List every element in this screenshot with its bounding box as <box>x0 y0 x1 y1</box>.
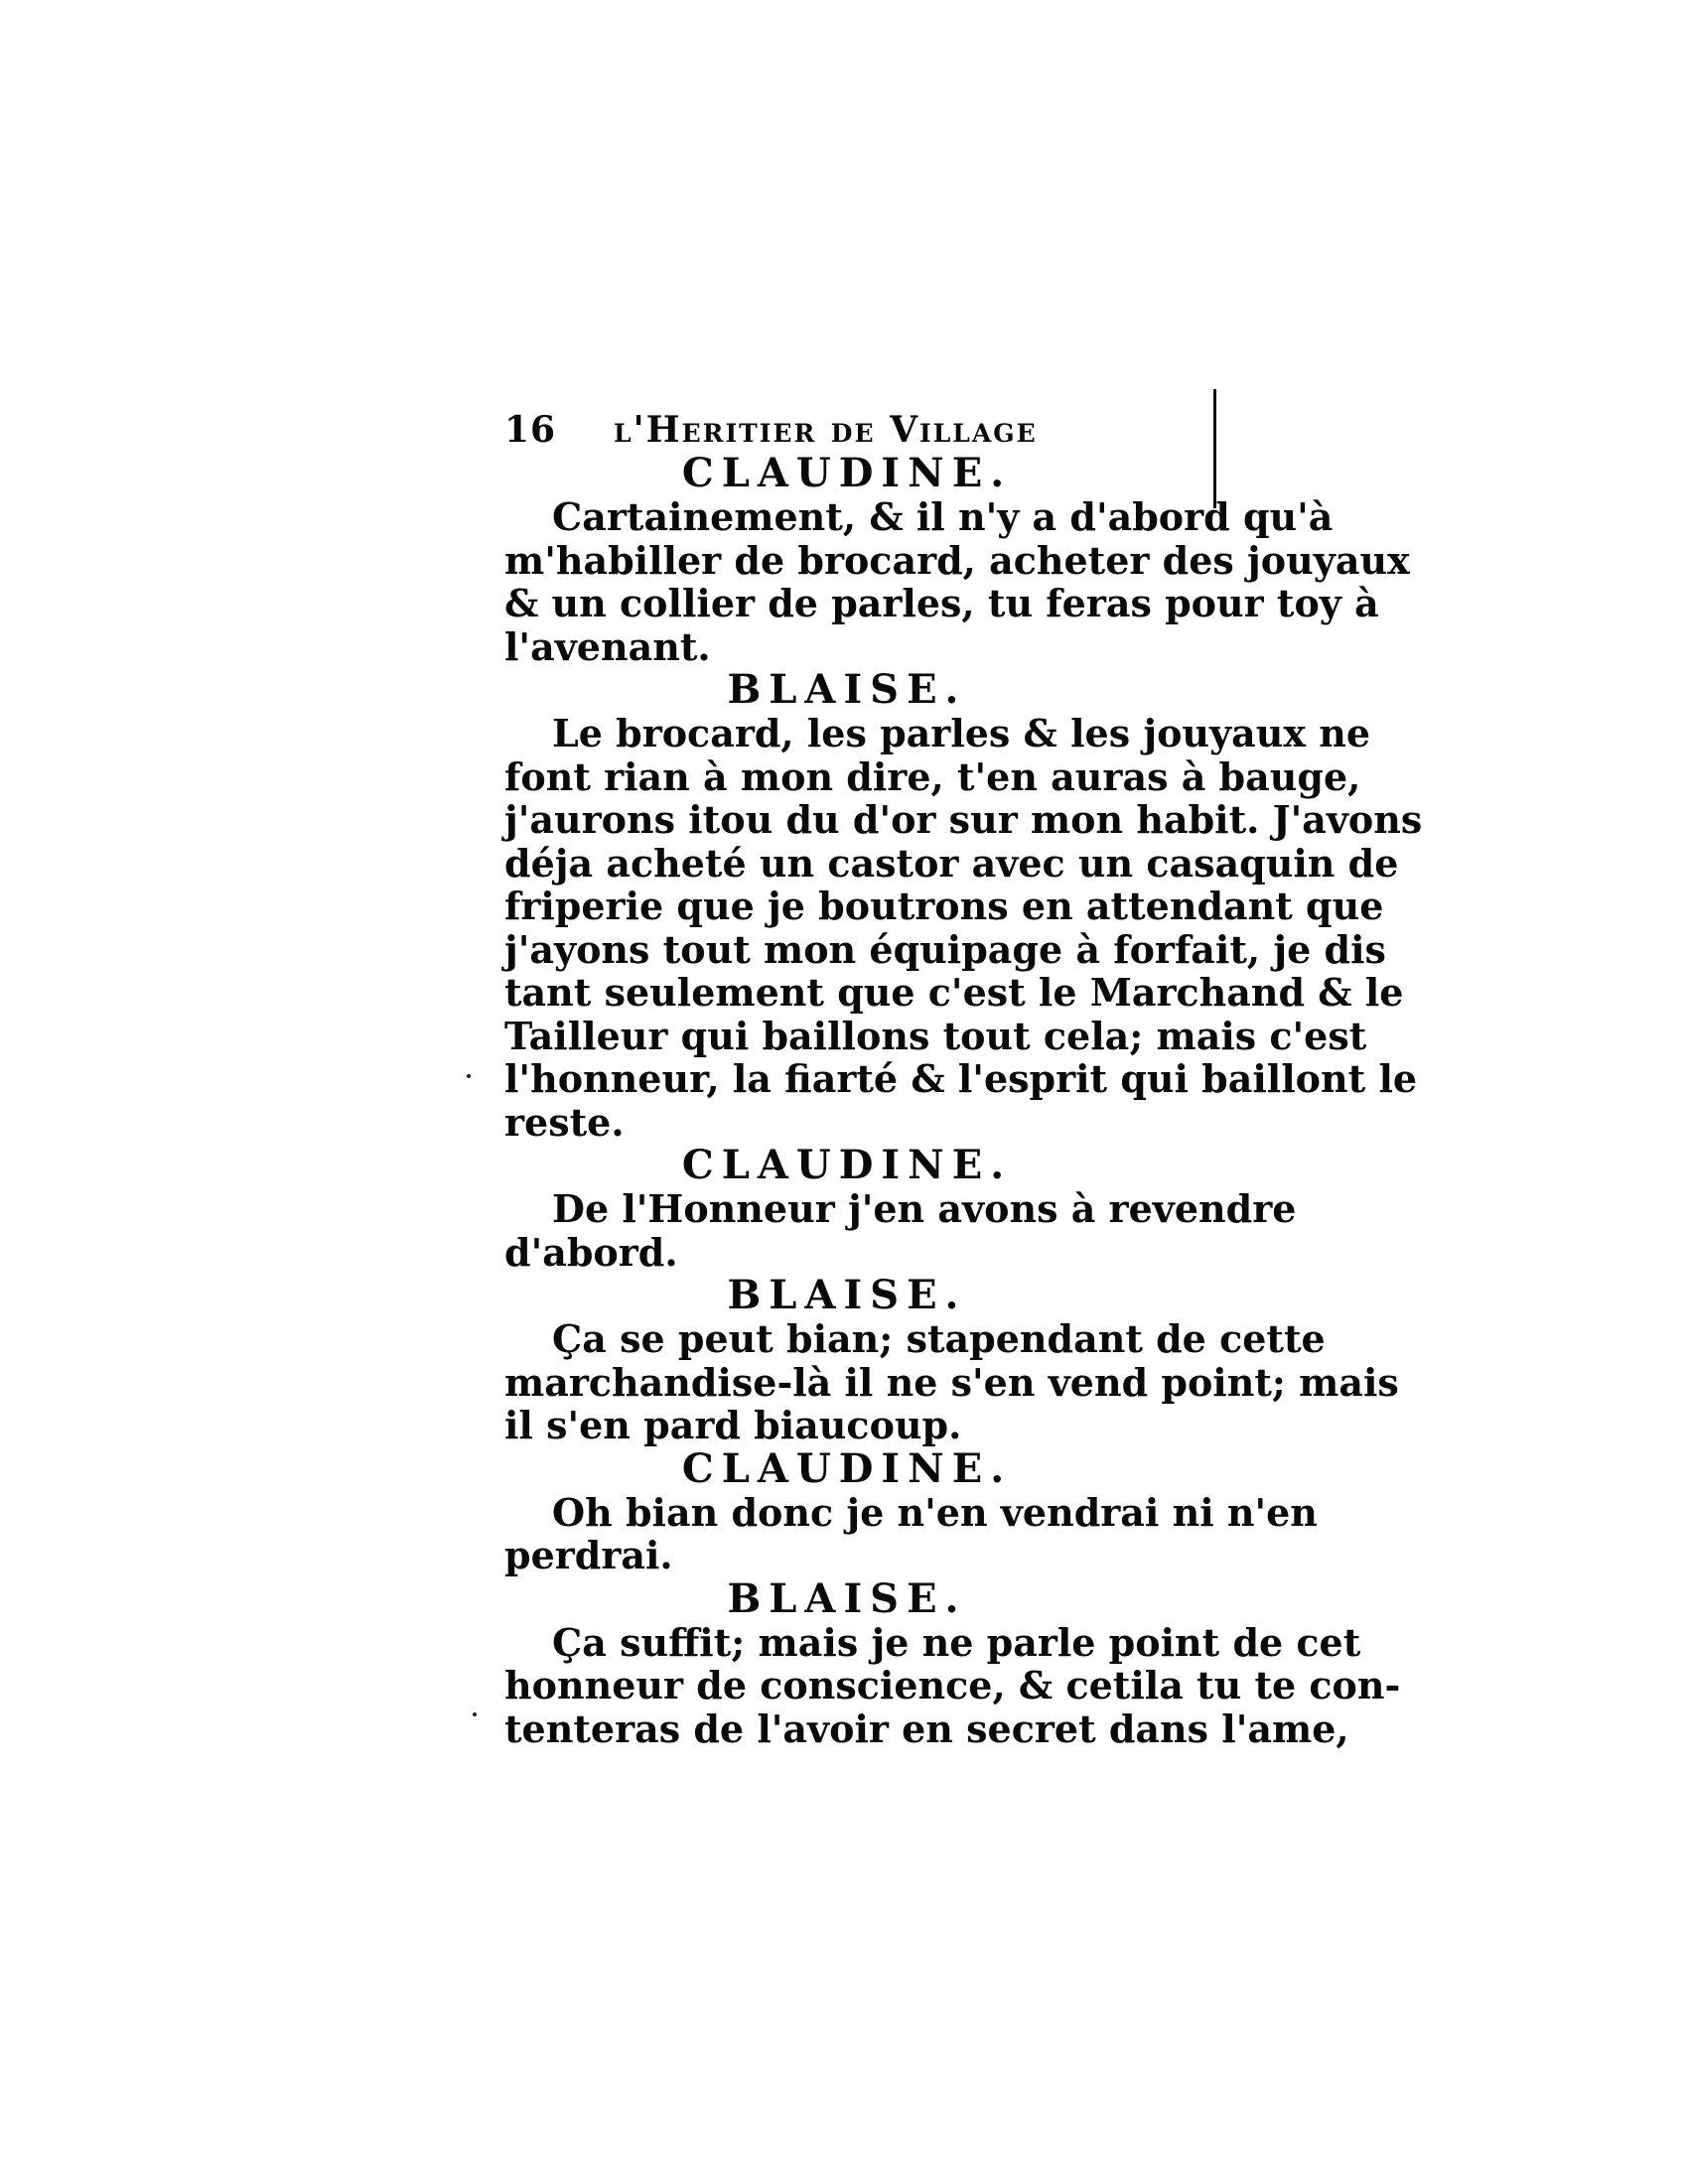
speaker-name: BLAISE. <box>727 666 967 713</box>
speech-line: perdrai. <box>504 1533 673 1577</box>
speech-line: l'honneur, la fiarté & l'esprit qui baillont le <box>504 1056 1418 1101</box>
speech-line: tant seulement que c'est le Marchand & le <box>504 970 1404 1015</box>
dialogue-text <box>504 450 1423 1751</box>
speech-line: d'abord. <box>504 1229 678 1275</box>
speech-line: Ça se peut bian; stapendant de cette <box>552 1316 1326 1361</box>
speech-line: Ça suffit; mais je ne parle point de cet <box>552 1619 1361 1665</box>
speech-line: tenteras de l'avoir en secret dans l'ame, <box>504 1706 1349 1751</box>
speech-line: m'habiller de brocard, acheter des jouyaux <box>504 537 1410 583</box>
speech-line: marchandise-là il ne s'en vend point; mais <box>504 1359 1399 1405</box>
speech-paragraph <box>504 1619 1401 1751</box>
speech-line: Le brocard, les parles & les jouyaux ne <box>552 711 1371 755</box>
speech-line: honneur de conscience, & cetila tu te con- <box>504 1663 1401 1707</box>
page-number: 16 <box>504 409 557 451</box>
speech-line: font rian à mon dire, t'en auras à bauge, <box>504 753 1361 799</box>
speaker-name: CLAUDINE. <box>681 1444 1013 1492</box>
speech-line: Oh bian donc je n'en vendrai ni n'en <box>552 1489 1318 1535</box>
margin-rule <box>1213 389 1216 508</box>
speaker-name: CLAUDINE. <box>681 450 1013 496</box>
speech-line: reste. <box>504 1099 625 1145</box>
speech-line: De l'Honneur j'en avons à revendre <box>552 1186 1297 1231</box>
speaker-name: BLAISE. <box>727 1574 967 1622</box>
speech-line: friperie que je boutrons en attendant que <box>504 884 1384 928</box>
speech-line: déja acheté un castor avec un casaquin de <box>504 840 1399 886</box>
speech-paragraph <box>504 1489 1318 1577</box>
print-speck <box>467 1074 471 1078</box>
speaker-name: CLAUDINE. <box>681 1142 1013 1188</box>
speech-paragraph <box>504 494 1410 669</box>
speech-paragraph <box>504 711 1423 1145</box>
running-title: l'Heritier de Village <box>614 409 1038 451</box>
speech-line: & un collier de parles, tu feras pour toy à <box>504 581 1379 625</box>
print-speck <box>473 1712 477 1716</box>
speech-paragraph <box>504 1186 1297 1275</box>
speech-line: l'avenant. <box>504 623 711 669</box>
speech-line: j'aurons itou du d'or sur mon habit. J'avons <box>504 797 1423 842</box>
speech-line: j'ayons tout mon équipage à forfait, je dis <box>504 926 1386 972</box>
speech-line: il s'en pard biaucoup. <box>504 1403 962 1447</box>
speaker-name: BLAISE. <box>727 1272 967 1318</box>
speech-line: Cartainement, & il n'y a d'abord qu'à <box>552 494 1334 539</box>
speech-paragraph <box>504 1316 1399 1447</box>
speech-line: Tailleur qui baillons tout cela; mais c'est <box>504 1013 1367 1058</box>
